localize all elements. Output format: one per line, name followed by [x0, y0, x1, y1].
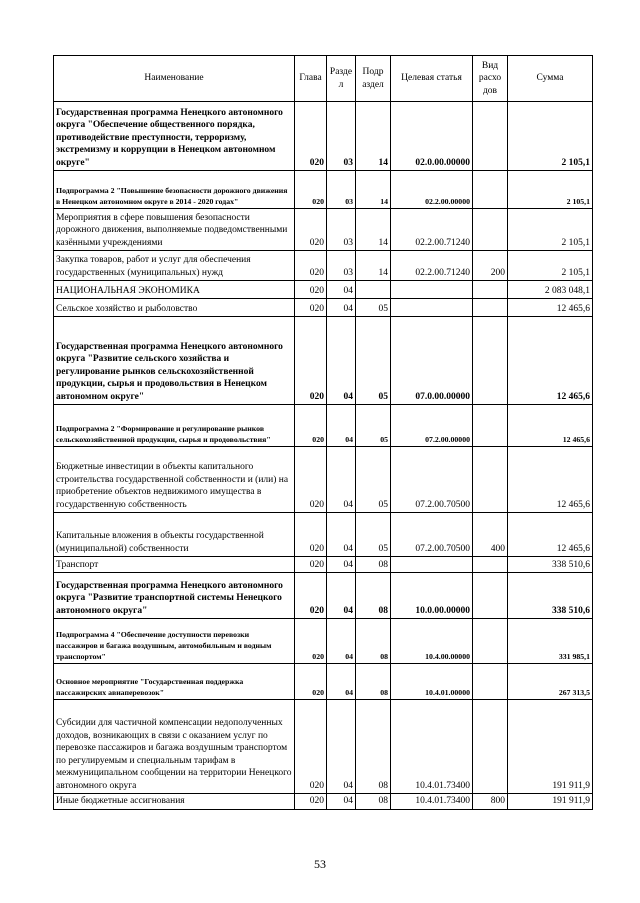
row-section: 04: [327, 513, 356, 557]
row-name: Подпрограмма 4 "Обеспечение доступности перевозки пассажиров и багажа воздушным, автомобильным и водным транспортом": [54, 619, 295, 664]
row-target: 02.2.00.71240: [391, 251, 473, 281]
row-section: 04: [327, 317, 356, 405]
header-target: Целевая статья: [391, 56, 473, 102]
header-chapter: Глава: [295, 56, 327, 102]
table-row: [54, 251, 593, 281]
row-sum: 338 510,6: [508, 557, 593, 573]
table-row: [54, 794, 593, 810]
row-target: 07.0.00.00000: [391, 317, 473, 405]
header-exp-type: Вид расхо дов: [473, 56, 508, 102]
row-subsection: 08: [356, 557, 391, 573]
row-section: 03: [327, 102, 356, 171]
row-section: 03: [327, 251, 356, 281]
row-chapter: 020: [295, 405, 327, 447]
row-chapter: 020: [295, 513, 327, 557]
row-exp-type: [473, 619, 508, 664]
table-row: [54, 700, 593, 794]
row-chapter: 020: [295, 700, 327, 794]
row-chapter: 020: [295, 619, 327, 664]
table-row: [54, 405, 593, 447]
row-subsection: 14: [356, 102, 391, 171]
header-section: Разде л: [327, 56, 356, 102]
row-section: 04: [327, 405, 356, 447]
row-target: 10.4.00.00000: [391, 619, 473, 664]
row-target: 02.2.00.71240: [391, 209, 473, 251]
row-subsection: 14: [356, 171, 391, 209]
table-row: [54, 209, 593, 251]
row-sum: 2 105,1: [508, 102, 593, 171]
table-row: [54, 513, 593, 557]
row-name: Капитальные вложения в объекты государственной (муниципальной) собственности: [54, 513, 295, 557]
table-header-row: [54, 56, 593, 102]
row-subsection: 08: [356, 664, 391, 700]
row-sum: 12 465,6: [508, 513, 593, 557]
row-sum: 191 911,9: [508, 794, 593, 810]
row-exp-type: [473, 700, 508, 794]
row-target: 02.2.00.00000: [391, 171, 473, 209]
row-exp-type: [473, 557, 508, 573]
row-target: 02.0.00.00000: [391, 102, 473, 171]
row-target: 07.2.00.70500: [391, 513, 473, 557]
row-exp-type: [473, 299, 508, 317]
row-chapter: 020: [295, 251, 327, 281]
row-exp-type: 400: [473, 513, 508, 557]
row-subsection: 05: [356, 447, 391, 513]
row-name: Иные бюджетные ассигнования: [54, 794, 295, 810]
row-subsection: 05: [356, 405, 391, 447]
row-sum: 191 911,9: [508, 700, 593, 794]
row-chapter: 020: [295, 447, 327, 513]
row-chapter: 020: [295, 557, 327, 573]
row-sum: 12 465,6: [508, 405, 593, 447]
row-name: Государственная программа Ненецкого автономного округа "Развитие сельского хозяйства и регулирование рынков сельскохозяйственной продукции, сырья и продовольствия в Ненецком автономном округе": [54, 317, 295, 405]
row-subsection: 08: [356, 794, 391, 810]
row-chapter: 020: [295, 209, 327, 251]
row-section: 04: [327, 299, 356, 317]
table-row: [54, 299, 593, 317]
row-exp-type: [473, 171, 508, 209]
row-name: Подпрограмма 2 "Формирование и регулирование рынков сельскохозяйственной продукции, сырья и продовольствия": [54, 405, 295, 447]
row-target: [391, 557, 473, 573]
row-exp-type: 200: [473, 251, 508, 281]
row-section: 03: [327, 171, 356, 209]
row-subsection: 05: [356, 299, 391, 317]
row-target: 07.2.00.70500: [391, 447, 473, 513]
row-chapter: 020: [295, 299, 327, 317]
row-name: Подпрограмма 2 "Повышение безопасности дорожного движения в Ненецком автономном округе в 2014 - 2020 годах": [54, 171, 295, 209]
row-section: 03: [327, 209, 356, 251]
row-name: Транспорт: [54, 557, 295, 573]
row-chapter: 020: [295, 794, 327, 810]
row-subsection: 05: [356, 317, 391, 405]
page-number: 53: [314, 857, 326, 871]
row-exp-type: [473, 317, 508, 405]
row-chapter: 020: [295, 664, 327, 700]
row-exp-type: [473, 664, 508, 700]
row-exp-type: [473, 447, 508, 513]
row-subsection: 14: [356, 209, 391, 251]
row-target: 10.0.00.00000: [391, 573, 473, 619]
header-subsection: Подр аздел: [356, 56, 391, 102]
row-sum: 2 105,1: [508, 209, 593, 251]
row-exp-type: [473, 281, 508, 299]
row-name: Государственная программа Ненецкого автономного округа "Развитие транспортной системы Ненецкого автономного округа": [54, 573, 295, 619]
row-section: 04: [327, 447, 356, 513]
row-section: 04: [327, 794, 356, 810]
table-row: [54, 102, 593, 171]
row-sum: 338 510,6: [508, 573, 593, 619]
row-name: Государственная программа Ненецкого автономного округа "Обеспечение общественного порядка, противодействие преступности, терроризму, экстремизму и коррупции в Ненецком автономном округе": [54, 102, 295, 171]
row-name: Сельское хозяйство и рыболовство: [54, 299, 295, 317]
row-subsection: 08: [356, 573, 391, 619]
row-sum: 2 105,1: [508, 251, 593, 281]
row-chapter: 020: [295, 317, 327, 405]
row-subsection: 08: [356, 619, 391, 664]
row-chapter: 020: [295, 171, 327, 209]
row-target: 07.2.00.00000: [391, 405, 473, 447]
row-chapter: 020: [295, 281, 327, 299]
row-target: 10.4.01.73400: [391, 794, 473, 810]
row-sum: 12 465,6: [508, 317, 593, 405]
row-section: 04: [327, 557, 356, 573]
row-name: Субсидии для частичной компенсации недополученных доходов, возникающих в связи с оказанием услуг по перевозке пассажиров и багажа воздушным транспортом по регулируемым и специальным тарифам в межмуниципальном сообщении на территории Ненецкого автономного округа: [54, 700, 295, 794]
row-exp-type: [473, 209, 508, 251]
table-row: [54, 664, 593, 700]
row-exp-type: 800: [473, 794, 508, 810]
table-row: [54, 619, 593, 664]
row-exp-type: [473, 405, 508, 447]
row-sum: 267 313,5: [508, 664, 593, 700]
budget-table: [53, 55, 593, 810]
row-name: НАЦИОНАЛЬНАЯ ЭКОНОМИКА: [54, 281, 295, 299]
table-row: [54, 557, 593, 573]
row-target: 10.4.01.00000: [391, 664, 473, 700]
table-row: [54, 281, 593, 299]
row-subsection: [356, 281, 391, 299]
row-section: 04: [327, 281, 356, 299]
row-section: 04: [327, 619, 356, 664]
row-name: Бюджетные инвестиции в объекты капитального строительства государственной собственности и (или) на приобретение объектов недвижимого имущества в государственную собственность: [54, 447, 295, 513]
row-chapter: 020: [295, 102, 327, 171]
row-subsection: 05: [356, 513, 391, 557]
row-target: [391, 299, 473, 317]
row-sum: 2 083 048,1: [508, 281, 593, 299]
row-exp-type: [473, 102, 508, 171]
header-name: Наименование: [54, 56, 295, 102]
row-exp-type: [473, 573, 508, 619]
row-sum: 12 465,6: [508, 299, 593, 317]
table-row: [54, 447, 593, 513]
row-name: Закупка товаров, работ и услуг для обеспечения государственных (муниципальных) нужд: [54, 251, 295, 281]
row-chapter: 020: [295, 573, 327, 619]
table-row: [54, 573, 593, 619]
table-row: [54, 171, 593, 209]
row-section: 04: [327, 573, 356, 619]
row-sum: 2 105,1: [508, 171, 593, 209]
row-subsection: 14: [356, 251, 391, 281]
row-subsection: 08: [356, 700, 391, 794]
row-name: Мероприятия в сфере повышения безопасности дорожного движения, выполняемые подведомственными казёнными учреждениями: [54, 209, 295, 251]
table-row: [54, 317, 593, 405]
row-section: 04: [327, 700, 356, 794]
header-sum: Сумма: [508, 56, 593, 102]
row-name: Основное мероприятие "Государственная поддержка пассажирских авиаперевозок": [54, 664, 295, 700]
row-target: 10.4.01.73400: [391, 700, 473, 794]
row-section: 04: [327, 664, 356, 700]
row-sum: 12 465,6: [508, 447, 593, 513]
row-sum: 331 985,1: [508, 619, 593, 664]
row-target: [391, 281, 473, 299]
